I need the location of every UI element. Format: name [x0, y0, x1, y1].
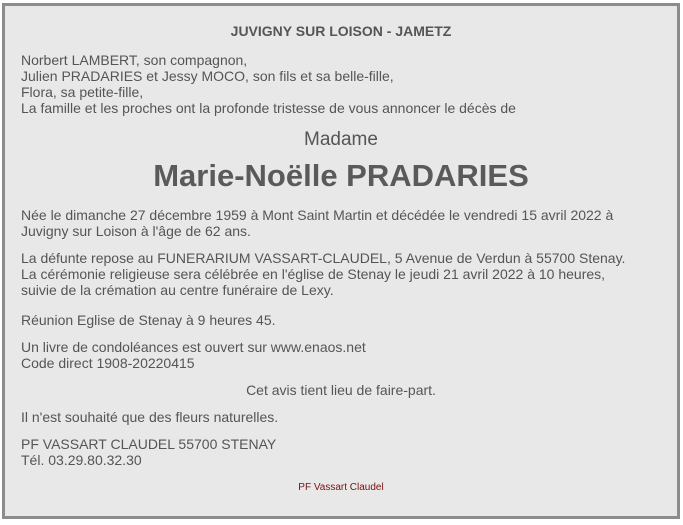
funeral-home-signature: PF Vassart Claudel: [298, 482, 384, 493]
funeral-home-contact: [21, 436, 661, 468]
birth-death-details: [21, 207, 661, 239]
condolence-line: Code direct 1908-20220415: [21, 355, 195, 371]
family-announcement: [21, 52, 661, 116]
flowers-line: Il n'est souhaité que des fleurs naturelles.: [21, 409, 279, 425]
family-line: Julien PRADARIES et Jessy MOCO, son fils et sa belle-fille,: [21, 68, 394, 84]
ceremony-line: La cérémonie religieuse sera célébrée en l'église de Stenay le jeudi 21 avril 2022 à 10 heures,: [21, 266, 606, 282]
meeting-info: [21, 312, 661, 328]
funeral-home-line: Tél. 03.29.80.32.30: [21, 452, 142, 468]
birth-line: Juvigny sur Loison à l'âge de 62 ans.: [21, 223, 251, 239]
ceremony-line: La défunte repose au FUNERARIUM VASSART-CLAUDEL, 5 Avenue de Verdun à 55700 Stenay.: [21, 250, 626, 266]
condolence-line: Un livre de condoléances est ouvert sur www.enaos.net: [21, 339, 366, 355]
notice-location-header: JUVIGNY SUR LOISON - JAMETZ: [230, 23, 452, 39]
faire-part-note: Cet avis tient lieu de faire-part.: [246, 382, 436, 398]
family-line: Norbert LAMBERT, son compagnon,: [21, 52, 248, 68]
family-line: La famille et les proches ont la profonde tristesse de vous annoncer le décès de: [21, 100, 516, 116]
flowers-note: [21, 409, 661, 425]
civility-title: Madame: [304, 129, 378, 150]
obituary-notice: [2, 3, 680, 519]
family-line: Flora, sa petite-fille,: [21, 84, 144, 100]
funeral-home-line: PF VASSART CLAUDEL 55700 STENAY: [21, 436, 277, 452]
ceremony-line: suivie de la crémation au centre funéraire de Lexy.: [21, 282, 334, 298]
meeting-line: Réunion Eglise de Stenay à 9 heures 45.: [21, 312, 276, 328]
ceremony-details: [21, 250, 661, 298]
birth-line: Née le dimanche 27 décembre 1959 à Mont Saint Martin et décédée le vendredi 15 avril 2022 à: [21, 207, 614, 223]
deceased-name: Marie-Noëlle PRADARIES: [153, 158, 529, 193]
condolence-info: [21, 339, 661, 371]
